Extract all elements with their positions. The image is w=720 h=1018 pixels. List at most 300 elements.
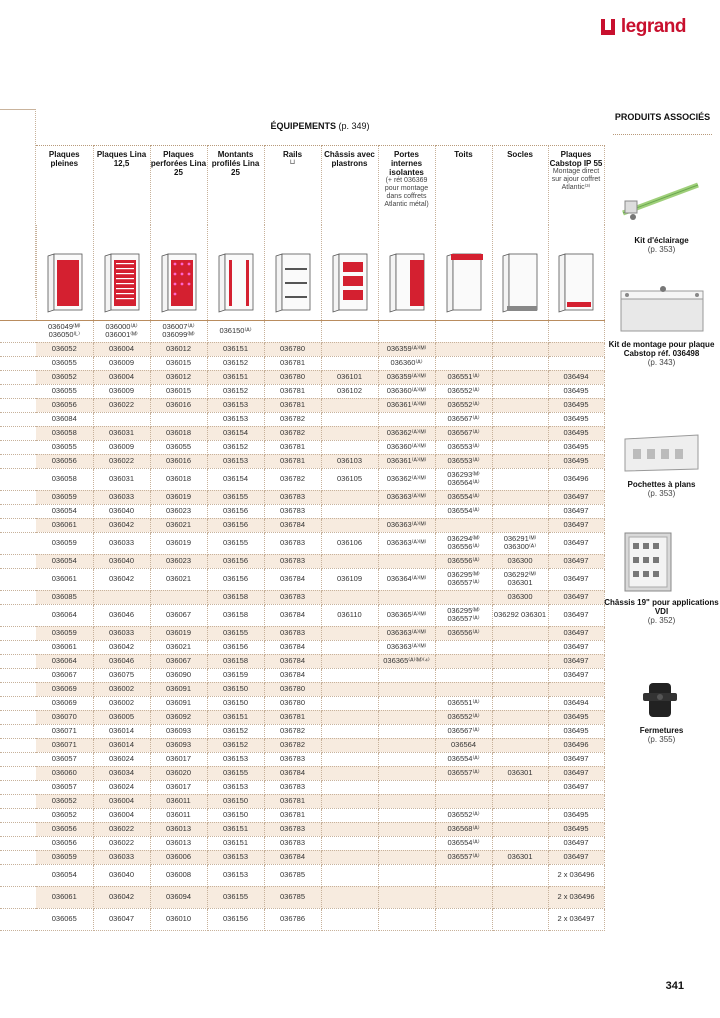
table-cell: 036158 (207, 654, 264, 668)
cabinet-illustration (44, 252, 86, 314)
table-cell (321, 780, 378, 794)
table-cell: 036085 (36, 590, 93, 604)
table-row (0, 738, 604, 752)
column-header-label: Plaques Lina 12,5 (96, 149, 147, 168)
table-cell: 036495 (548, 822, 604, 836)
row-spacer (0, 398, 36, 412)
table-cell: 036784 (264, 850, 321, 864)
table-cell (321, 640, 378, 654)
table-cell: 036497 (548, 554, 604, 568)
table-cell: 036495 (548, 384, 604, 398)
table-cell: 036011 (150, 808, 207, 822)
table-cell: 036040 (93, 554, 150, 568)
table-cell: 036049⁽ᴹ⁾ 036050⁽ᴸ⁾ (36, 320, 93, 342)
left-spacer (0, 225, 36, 320)
table-cell: 036554⁽ᴬ⁾ (435, 490, 492, 504)
table-cell (492, 454, 548, 468)
table-cell: 036780 (264, 342, 321, 356)
table-row (0, 604, 604, 626)
table-cell: 036017 (150, 780, 207, 794)
table-cell (321, 908, 378, 930)
table-cell: 036782 (264, 738, 321, 752)
table-cell: 036784 (264, 654, 321, 668)
product-name: Châssis 19" pour applications VDI (604, 598, 719, 616)
table-cell: 036042 (93, 886, 150, 908)
table-cell: 036004 (93, 794, 150, 808)
table-row (0, 518, 604, 532)
table-row (0, 320, 604, 342)
table-cell: 036158 (207, 604, 264, 626)
table-cell (492, 320, 548, 342)
table-cell: 036780 (264, 682, 321, 696)
column-header-label: Portes internes isolantes (389, 149, 424, 177)
table-cell: 036009 (93, 384, 150, 398)
table-cell: 036061 (36, 568, 93, 590)
table-cell: 036057 (36, 752, 93, 766)
table-cell: 036497 (548, 668, 604, 682)
table-cell: 036092 (150, 710, 207, 724)
table-cell: 036064 (36, 654, 93, 668)
table-cell: 036067 (150, 654, 207, 668)
cabinet-cell (321, 225, 378, 320)
vdi-chassis-icon (603, 529, 720, 593)
table-row (0, 752, 604, 766)
product-page: (p. 343) (647, 358, 676, 367)
table-cell: 036056 (36, 398, 93, 412)
row-spacer (0, 342, 36, 356)
table-cell: 036155 (207, 490, 264, 504)
table-cell: 036091 (150, 682, 207, 696)
column-header-label: Châssis avec plastrons (324, 149, 375, 168)
table-cell: 036294⁽ᴹ⁾ 036556⁽ᴬ⁾ (435, 532, 492, 554)
column-header-note: (+ rét 036369 pour montage dans coffrets Atlantic métal) (384, 176, 429, 208)
table-cell: 036551⁽ᴬ⁾ (435, 370, 492, 384)
table-cell: 036151 (207, 342, 264, 356)
table-cell: 036152 (207, 724, 264, 738)
table-cell: 036153 (207, 864, 264, 886)
table-row (0, 532, 604, 554)
row-spacer (0, 808, 36, 822)
table-cell: 036021 (150, 640, 207, 654)
column-header-label: Plaques pleines (48, 149, 80, 168)
table-cell: 036151 (207, 836, 264, 850)
row-spacer (0, 640, 36, 654)
table-cell: 036783 (264, 752, 321, 766)
table-cell: 036497 (548, 590, 604, 604)
table-cell (321, 836, 378, 850)
table-cell (321, 440, 378, 454)
table-cell (492, 654, 548, 668)
equipment-table-body (0, 320, 604, 930)
table-cell: 036093 (150, 724, 207, 738)
row-spacer (0, 836, 36, 850)
table-cell: 036568⁽ᴬ⁾ (435, 822, 492, 836)
table-cell: 036364⁽ᴬ⁾⁽ᴹ⁾ (378, 568, 435, 590)
table-cell: 036019 (150, 626, 207, 640)
table-cell (435, 886, 492, 908)
table-cell (378, 908, 435, 930)
table-cell (321, 864, 378, 886)
product-page: (p. 353) (647, 489, 676, 498)
table-cell (492, 886, 548, 908)
table-cell (435, 780, 492, 794)
cabinet-cell (207, 225, 264, 320)
table-cell: 036495 (548, 412, 604, 426)
table-cell: 036034 (93, 766, 150, 780)
table-cell: 036497 (548, 850, 604, 864)
table-cell: 036020 (150, 766, 207, 780)
table-cell: 036363⁽ᴬ⁾⁽ᴹ⁾ (378, 626, 435, 640)
table-cell: 036064 (36, 604, 93, 626)
products-sidebar (603, 109, 720, 744)
table-cell: 036022 (93, 822, 150, 836)
table-cell (321, 626, 378, 640)
row-spacer (0, 908, 36, 930)
table-cell: 036021 (150, 518, 207, 532)
table-cell (378, 504, 435, 518)
table-row (0, 412, 604, 426)
table-cell: 036008 (150, 864, 207, 886)
table-row (0, 724, 604, 738)
lock-icon (603, 677, 720, 721)
table-cell (435, 864, 492, 886)
table-cell: 036004 (93, 370, 150, 384)
table-cell: 036495 (548, 710, 604, 724)
table-row (0, 794, 604, 808)
table-row (0, 808, 604, 822)
table-cell: 036784 (264, 518, 321, 532)
cabinet-cell (264, 225, 321, 320)
row-spacer (0, 518, 36, 532)
table-cell: 036004 (93, 808, 150, 822)
table-cell: 036061 (36, 640, 93, 654)
table-cell: 036059 (36, 850, 93, 864)
table-cell: 036002 (93, 696, 150, 710)
table-cell: 036052 (36, 370, 93, 384)
table-cell: 036153 (207, 454, 264, 468)
table-cell (492, 808, 548, 822)
table-cell: 036153 (207, 752, 264, 766)
table-cell: 036019 (150, 490, 207, 504)
table-cell: 036292⁽ᴹ⁾ 036301 (492, 568, 548, 590)
table-cell: 036058 (36, 468, 93, 490)
table-cell: 036022 (93, 836, 150, 850)
table-cell (492, 794, 548, 808)
table-cell: 036786 (264, 908, 321, 930)
row-spacer (0, 626, 36, 640)
table-cell: 036783 (264, 780, 321, 794)
table-cell: 036783 (264, 490, 321, 504)
table-cell (492, 724, 548, 738)
table-cell: 036153 (207, 398, 264, 412)
product-locks (603, 677, 720, 744)
column-header (150, 145, 207, 225)
table-cell (378, 780, 435, 794)
table-cell (548, 320, 604, 342)
legrand-logo-mark (601, 19, 615, 35)
table-cell (548, 682, 604, 696)
table-cell (435, 590, 492, 604)
table-cell: 036495 (548, 398, 604, 412)
row-spacer (0, 604, 36, 626)
table-cell (378, 554, 435, 568)
table-cell: 036011 (150, 794, 207, 808)
table-row (0, 908, 604, 930)
table-cell: 036497 (548, 654, 604, 668)
table-cell: 036360⁽ᴬ⁾⁽ᴹ⁾ (378, 384, 435, 398)
table-cell (321, 766, 378, 780)
row-spacer (0, 682, 36, 696)
row-spacer (0, 850, 36, 864)
table-cell: 036056 (36, 836, 93, 850)
cabinet-illustration (555, 252, 597, 314)
table-cell: 036015 (150, 356, 207, 370)
row-spacer (0, 822, 36, 836)
table-cell (321, 490, 378, 504)
table-row (0, 668, 604, 682)
table-row (0, 554, 604, 568)
product-page: (p. 353) (647, 245, 676, 254)
table-cell: 036069 (36, 682, 93, 696)
column-header (321, 145, 378, 225)
table-cell (321, 554, 378, 568)
table-row (0, 780, 604, 794)
table-row (0, 864, 604, 886)
table-cell: 036033 (93, 850, 150, 864)
table-cell: 036783 (264, 626, 321, 640)
table-cell: 036783 (264, 554, 321, 568)
table-cell (492, 668, 548, 682)
table-cell: 2 x 036496 (548, 886, 604, 908)
table-row (0, 626, 604, 640)
table-row (0, 426, 604, 440)
cabinet-illustration (386, 252, 428, 314)
row-spacer (0, 568, 36, 590)
table-row (0, 710, 604, 724)
table-cell: 036046 (93, 654, 150, 668)
table-cell: 036567⁽ᴬ⁾ (435, 426, 492, 440)
table-cell: 036103 (321, 454, 378, 468)
table-cell: 036067 (36, 668, 93, 682)
table-cell: 036042 (93, 568, 150, 590)
column-header-label: Toits (454, 149, 473, 159)
table-cell: 036054 (36, 864, 93, 886)
table-cell: 036055 (36, 440, 93, 454)
table-cell: 036782 (264, 468, 321, 490)
legrand-logo (601, 16, 686, 38)
table-cell (492, 780, 548, 794)
table-cell (321, 412, 378, 426)
table-cell (378, 836, 435, 850)
table-cell (435, 342, 492, 356)
table-cell: 036059 (36, 490, 93, 504)
table-cell: 036781 (264, 440, 321, 454)
table-cell: 036014 (93, 738, 150, 752)
product-name: Kit d'éclairage (634, 236, 689, 245)
table-cell: 036093 (150, 738, 207, 752)
row-spacer (0, 454, 36, 468)
table-cell (321, 710, 378, 724)
table-cell: 036497 (548, 766, 604, 780)
table-cell: 036363⁽ᴬ⁾⁽ᴹ⁾ (378, 490, 435, 504)
table-cell: 036564 (435, 738, 492, 752)
table-cell: 036065 (36, 908, 93, 930)
table-cell: 036151 (207, 370, 264, 384)
table-cell: 036783 (264, 532, 321, 554)
product-name: Kit de montage pour plaque Cabstop réf. 036498 (608, 340, 715, 358)
table-cell: 036005 (93, 710, 150, 724)
table-cell: 036552⁽ᴬ⁾ (435, 710, 492, 724)
left-spacer (0, 109, 36, 145)
row-spacer (0, 468, 36, 490)
table-cell: 036556⁽ᴬ⁾ (435, 626, 492, 640)
table-cell: 036042 (93, 640, 150, 654)
table-cell (435, 320, 492, 342)
table-cell (492, 518, 548, 532)
table-cell: 036153 (207, 780, 264, 794)
table-cell (321, 822, 378, 836)
equipment-page-ref: (p. 349) (338, 121, 370, 132)
table-cell (378, 808, 435, 822)
table-cell: 036071 (36, 724, 93, 738)
table-cell: 036784 (264, 604, 321, 626)
table-cell (492, 490, 548, 504)
table-row (0, 384, 604, 398)
table-cell (548, 356, 604, 370)
table-row (0, 822, 604, 836)
table-cell: 036152 (207, 440, 264, 454)
table-cell: 036783 (264, 822, 321, 836)
table-cell: 036054 (36, 504, 93, 518)
table-cell: 036495 (548, 454, 604, 468)
table-cell (378, 724, 435, 738)
table-cell: 036059 (36, 532, 93, 554)
table-cell: 036497 (548, 568, 604, 590)
column-header (548, 145, 604, 225)
table-cell (435, 640, 492, 654)
table-cell (435, 682, 492, 696)
table-cell: 036784 (264, 668, 321, 682)
table-cell: 2 x 036497 (548, 908, 604, 930)
table-cell: 036012 (150, 370, 207, 384)
table-cell (492, 440, 548, 454)
table-cell: 036061 (36, 886, 93, 908)
table-cell: 036783 (264, 504, 321, 518)
table-cell (378, 710, 435, 724)
table-cell: 036158 (207, 590, 264, 604)
table-cell: 036552⁽ᴬ⁾ (435, 398, 492, 412)
table-row (0, 640, 604, 654)
table-cell (321, 504, 378, 518)
table-row (0, 342, 604, 356)
cabinet-illustration (101, 252, 143, 314)
table-cell (378, 590, 435, 604)
table-cell: 036018 (150, 468, 207, 490)
table-cell: 036016 (150, 454, 207, 468)
table-row (0, 766, 604, 780)
table-cell (492, 640, 548, 654)
table-cell: 036154 (207, 426, 264, 440)
table-cell: 036155 (207, 766, 264, 780)
table-cell: 036094 (150, 886, 207, 908)
table-cell (321, 654, 378, 668)
table-cell: 036781 (264, 384, 321, 398)
table-cell: 036002 (93, 682, 150, 696)
row-spacer (0, 370, 36, 384)
table-cell (378, 668, 435, 682)
column-header-note: ⊔ (289, 158, 296, 166)
table-cell: 036495 (548, 724, 604, 738)
table-cell: 036154 (207, 468, 264, 490)
table-cell: 036047 (93, 908, 150, 930)
equipment-title (36, 109, 604, 145)
table-cell: 036497 (548, 532, 604, 554)
table-cell: 036018 (150, 426, 207, 440)
table-cell (321, 696, 378, 710)
table-cell (378, 850, 435, 864)
row-spacer (0, 320, 36, 342)
product-plan-pockets (603, 429, 720, 498)
table-cell: 036301 (492, 850, 548, 864)
table-cell (150, 590, 207, 604)
table-cell: 036552⁽ᴬ⁾ (435, 808, 492, 822)
table-cell: 036058 (36, 426, 93, 440)
row-spacer (0, 780, 36, 794)
row-spacer (0, 440, 36, 454)
table-cell (492, 468, 548, 490)
table-cell: 036365⁽ᴬ⁾⁽ᴹ⁾ (378, 604, 435, 626)
table-cell: 036359⁽ᴬ⁾⁽ᴹ⁾ (378, 342, 435, 356)
table-row (0, 568, 604, 590)
table-cell: 036070 (36, 710, 93, 724)
table-cell: 036301 (492, 766, 548, 780)
table-cell (492, 738, 548, 752)
cabinet-cell (150, 225, 207, 320)
table-cell: 036007⁽ᴬ⁾ 036099⁽ᴹ⁾ (150, 320, 207, 342)
table-cell: 036497 (548, 752, 604, 766)
table-cell: 036052 (36, 794, 93, 808)
legrand-logo-text: legrand (620, 16, 686, 37)
table-cell: 036090 (150, 668, 207, 682)
cabinet-illustration (499, 252, 541, 314)
row-spacer (0, 886, 36, 908)
column-header-label: Socles (507, 149, 533, 159)
cabinet-illustration (158, 252, 200, 314)
plan-pocket-icon (603, 429, 720, 475)
table-cell: 036300 (492, 554, 548, 568)
table-cell: 036554⁽ᴬ⁾ (435, 836, 492, 850)
table-cell: 036102 (321, 384, 378, 398)
table-cell (321, 398, 378, 412)
cabinet-illustration (443, 252, 485, 314)
table-cell: 036553⁽ᴬ⁾ (435, 440, 492, 454)
table-cell: 036151 (207, 822, 264, 836)
table-cell: 036057 (36, 780, 93, 794)
table-cell (492, 412, 548, 426)
table-cell: 036551⁽ᴬ⁾ (435, 696, 492, 710)
table-cell: 036059 (36, 626, 93, 640)
table-cell (435, 654, 492, 668)
table-cell: 036009 (93, 356, 150, 370)
table-cell: 036497 (548, 490, 604, 504)
table-cell: 036361⁽ᴬ⁾⁽ᴹ⁾ (378, 454, 435, 468)
row-spacer (0, 590, 36, 604)
column-header-label: Montants profilés Lina 25 (211, 149, 260, 177)
table-cell: 036013 (150, 836, 207, 850)
table-cell: 036055 (36, 356, 93, 370)
table-cell: 036156 (207, 518, 264, 532)
product-19-chassis (603, 529, 720, 625)
